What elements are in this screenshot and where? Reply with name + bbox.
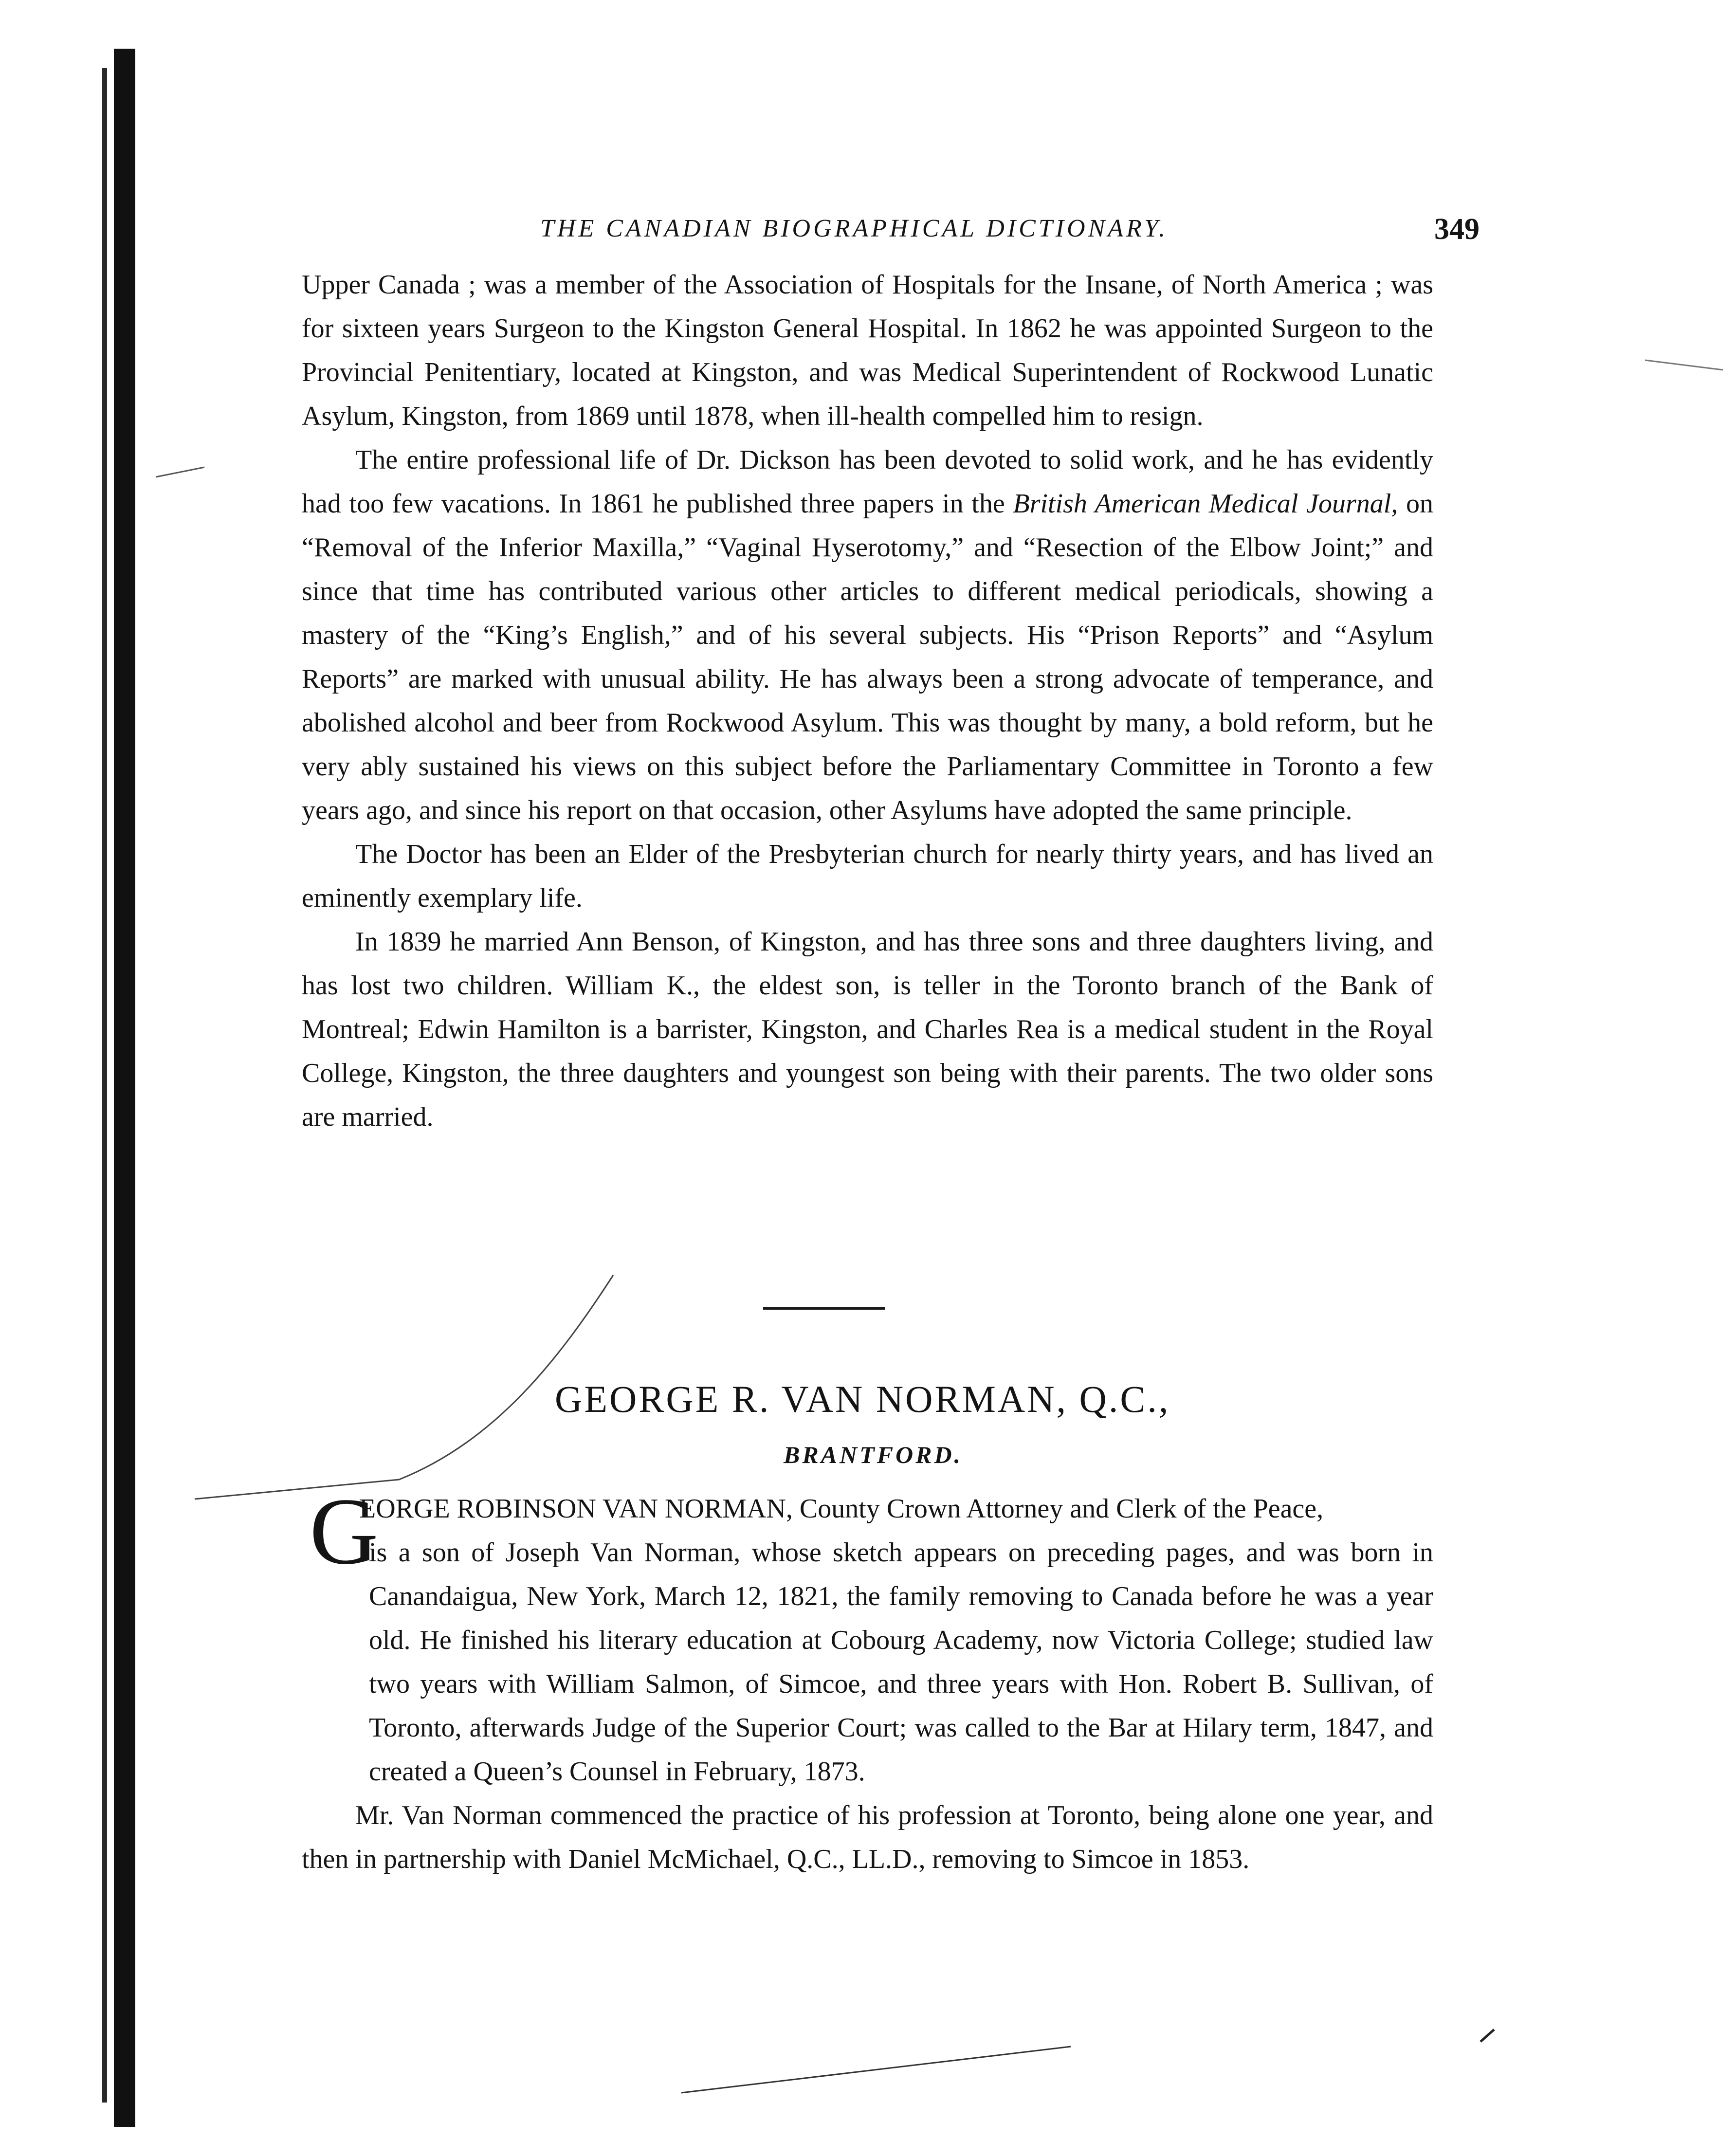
dickson-biography-continued xyxy=(302,263,1433,1139)
entry-place: BRANTFORD. xyxy=(784,1441,963,1468)
page-header xyxy=(302,214,1480,258)
page-number: 349 xyxy=(1434,213,1480,246)
text-run: on “Removal of the Inferior Maxilla,” “Vaginal Hyserotomy,” and “Resection of the Elbow Joint;” and since that time has contributed various other articles to different medical periodicals, showing a mastery of the “King’s English,” and of his several subjects. His “Prison Reports” and “Asylum Reports” are marked with unusual ability. He has always been a strong advocate of temperance, and abolished alcohol and beer from Rockwood Asylum. This was thought by many, a bold reform, but he very ably sustained his views on this subject before the Parliamentary Committee in Toronto a few years ago, and since his report on that occasion, other Asylums have adopted the same principle. xyxy=(302,489,1433,825)
paragraph: The Doctor has been an Elder of the Presbyterian church for nearly thirty years, and has lived an eminently exemplary life. xyxy=(302,839,1433,913)
pencil-stroke-right xyxy=(1645,360,1723,370)
drop-cap: G xyxy=(310,1479,379,1584)
first-line: EORGE ROBINSON VAN NORMAN, County Crown Attorney and Clerk of the Peace, xyxy=(359,1494,1324,1524)
paragraph xyxy=(302,438,1433,832)
pencil-stroke-left xyxy=(156,467,204,477)
pencil-curve xyxy=(195,1275,613,1499)
pencil-stroke-bottom xyxy=(681,2047,1071,2093)
paragraph: Mr. Van Norman commenced the practice of his profession at Toronto, being alone one year, and then in partnership with Daniel McMichael, Q.C., LL.D., removing to Simcoe in 1853. xyxy=(302,1800,1433,1874)
paragraph: In 1839 he married Ann Benson, of Kingston, and has three sons and three daughters living, and has lost two children. William K., the eldest son, is teller in the Toronto branch of the Bank of Montreal; Edwin Hamilton is a barrister, Kingston, and Charles Rea is a medical student in the Royal College, Kingston, the three daughters and youngest son being with their parents. The two older sons are married. xyxy=(302,927,1433,1132)
paragraph: is a son of Joseph Van Norman, whose sketch appears on preceding pages, and was born in Canandaigua, New York, March 12, 1821, the family removing to Canada before he was a year old. He finished his literary education at Cobourg Academy, now Victoria College; studied law two years with William Salmon, of Simcoe, and three years with Hon. Robert B. Sullivan, of Toronto, afterwards Judge of the Superior Court; was called to the Bar at Hilary term, 1847, and created a Queen’s Counsel in February, 1873. xyxy=(369,1537,1433,1787)
section-divider xyxy=(763,1307,885,1310)
paragraph: Upper Canada ; was a member of the Association of Hospitals for the Insane, of North America ; was for sixteen years Surgeon to the Kingston General Hospital. In 1862 he was appointed Surgeon to the Provincial Penitentiary, located at Kingston, and was Medical Superintendent of Rockwood Lunatic Asylum, Kingston, from 1869 until 1878, when ill-health compelled him to resign. xyxy=(302,270,1433,431)
text-run: The entire professional life of Dr. Dickson has been devoted to solid work, and he has evidently had too few vacations. In 1861 he published three papers in the xyxy=(302,445,1433,519)
van-norman-biography xyxy=(302,1479,1433,1881)
pencil-tick-right xyxy=(1480,2030,1494,2042)
entry-title: GEORGE R. VAN NORMAN, Q.C., xyxy=(555,1378,1170,1420)
journal-title: British American Medical Journal, xyxy=(1013,489,1398,519)
running-title: THE CANADIAN BIOGRAPHICAL DICTIONARY. xyxy=(540,215,1168,242)
